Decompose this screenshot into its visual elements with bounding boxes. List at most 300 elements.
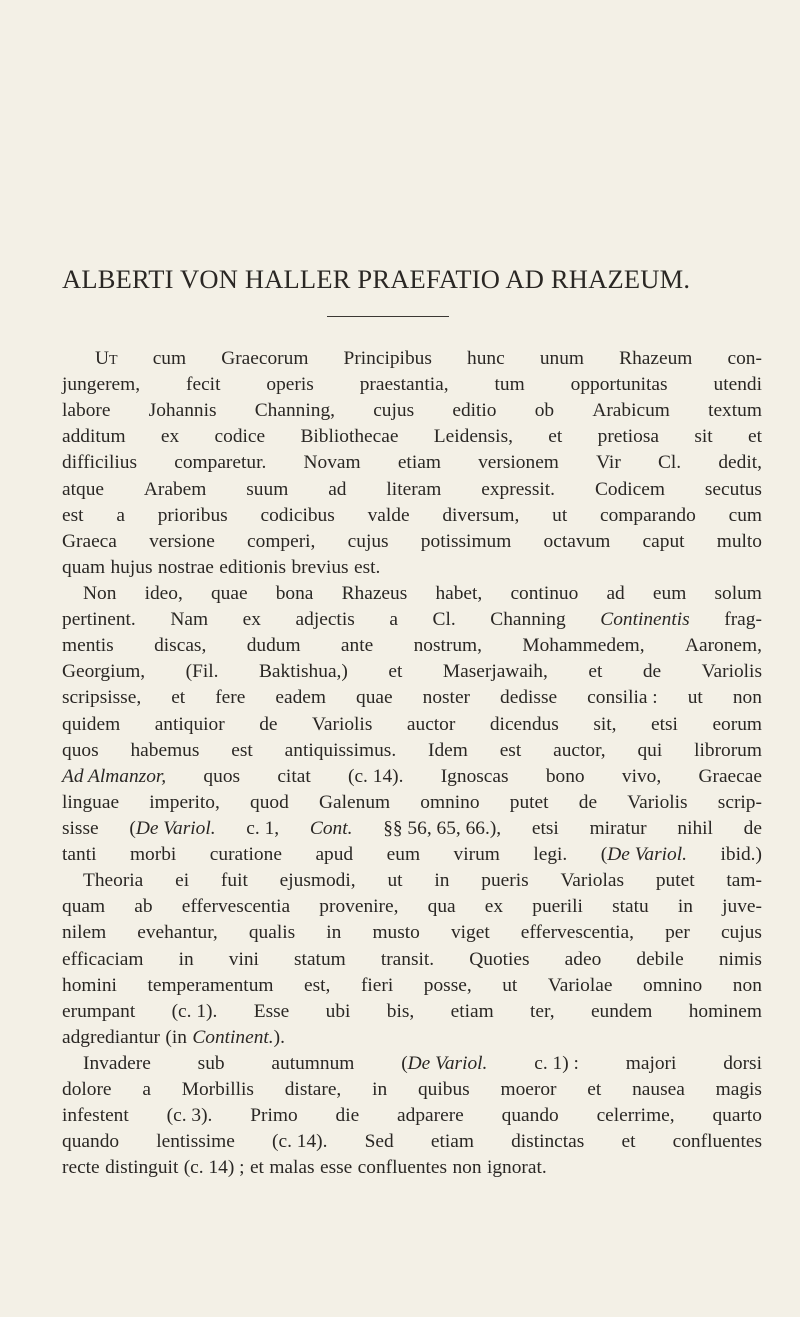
text-word: valde	[367, 504, 410, 526]
text-word: nostrum,	[413, 635, 482, 657]
text-word: dudum	[246, 635, 301, 657]
text-word: in	[178, 948, 194, 970]
text-word: noster	[422, 687, 471, 709]
text-word: quam	[62, 896, 106, 918]
text-word: est,	[304, 974, 331, 996]
text-word: brevius	[291, 556, 349, 578]
text-word: ignorat.	[486, 1157, 547, 1179]
text-word: a	[389, 609, 398, 631]
text-word: difficilius	[62, 452, 138, 474]
text-line	[62, 999, 762, 1025]
text-word: posse,	[423, 974, 472, 996]
text-line	[62, 816, 762, 842]
text-word: temperamentum	[147, 974, 274, 996]
text-line	[62, 1103, 762, 1129]
text-line	[62, 1077, 762, 1103]
text-word: codicibus	[260, 504, 335, 526]
text-word: Bibliothecae	[300, 426, 399, 448]
text-word: Leidensis,	[433, 426, 513, 448]
text-line	[62, 450, 762, 476]
text-word: Variolas	[560, 870, 624, 892]
body-text	[62, 346, 762, 1182]
text-word: viget	[450, 922, 490, 944]
text-word: (	[129, 817, 136, 839]
text-word: (c. 14).	[347, 765, 404, 787]
text-word: quos	[203, 765, 241, 787]
text-line	[62, 372, 762, 398]
text-word: sit,	[593, 713, 617, 735]
text-word: de	[642, 661, 662, 683]
text-word: Arabicum	[592, 400, 670, 422]
text-word: Variolis	[312, 713, 373, 735]
text-word: codice	[214, 426, 266, 448]
text-word: prioribus	[157, 504, 228, 526]
text-line	[62, 346, 762, 372]
text-word: opportunitas	[570, 374, 668, 396]
text-word: ut	[502, 974, 518, 996]
text-word: (c. 1).	[171, 1000, 218, 1022]
text-word: imperito,	[149, 791, 220, 813]
text-word: quam	[62, 556, 106, 578]
text-word: malas	[269, 1157, 315, 1179]
text-word: atque	[62, 478, 104, 500]
text-word: c. 1,	[246, 817, 280, 839]
text-word: Primo	[250, 1105, 298, 1127]
text-word: expressit.	[481, 478, 556, 500]
text-word: quarto	[712, 1105, 762, 1127]
text-word: tum	[494, 374, 525, 396]
text-word: ubi	[325, 1000, 351, 1022]
text-word: distinguit	[105, 1157, 179, 1179]
text-word: nilem	[62, 922, 107, 944]
text-word: Quoties	[469, 948, 530, 970]
text-word: additum	[62, 426, 126, 448]
text-word: Codicem	[594, 478, 665, 500]
text-word: fere	[215, 687, 246, 709]
title-divider	[327, 316, 449, 317]
text-word: et	[621, 1131, 636, 1153]
text-line	[62, 712, 762, 738]
text-word: etsi	[651, 713, 678, 735]
text-word: efficaciam	[62, 948, 144, 970]
text-word: cum	[152, 348, 187, 369]
text-word: citat	[277, 765, 311, 787]
text-word: sub	[197, 1052, 225, 1074]
text-word: operis	[266, 374, 314, 396]
text-word: et	[249, 1157, 264, 1179]
text-word: frag-	[724, 609, 762, 631]
text-word: octavum	[543, 530, 611, 552]
text-word: qualis	[248, 922, 296, 944]
text-word: de	[578, 791, 598, 813]
text-word: ter,	[530, 1000, 555, 1022]
text-word: debile	[636, 948, 684, 970]
text-word: ).	[273, 1026, 285, 1048]
text-word: ut	[687, 687, 703, 709]
text-line	[62, 1129, 762, 1155]
text-word: versione	[149, 530, 215, 552]
text-word: antiquissimus.	[284, 739, 397, 761]
text-word: Sed	[364, 1131, 394, 1153]
text-word: Cont.	[309, 817, 353, 839]
text-word: literam	[386, 478, 442, 500]
text-word: die	[335, 1105, 360, 1127]
text-word: etiam	[430, 1131, 474, 1153]
text-word: Variolae	[547, 974, 613, 996]
text-word: fecit	[186, 374, 221, 396]
text-word: (c. 3).	[166, 1105, 213, 1127]
text-word: §§ 56, 65, 66.),	[383, 817, 502, 839]
text-word: Variolis	[701, 661, 762, 683]
text-word: putet	[509, 791, 549, 813]
text-word: pertinent.	[62, 609, 136, 631]
text-line	[62, 738, 762, 764]
text-word: Graeca	[62, 530, 117, 552]
text-word: bono	[545, 765, 585, 787]
text-word: Rhazeus	[341, 582, 408, 604]
text-word: Rhazeum	[619, 348, 693, 369]
text-line	[62, 607, 762, 633]
text-word: adparere	[397, 1105, 464, 1127]
text-word: Continentis	[600, 609, 690, 631]
text-word: non	[732, 974, 762, 996]
text-word: moeror	[500, 1079, 557, 1101]
text-word: provenire,	[319, 896, 399, 918]
text-word: adeo	[564, 948, 602, 970]
text-line	[62, 1155, 762, 1181]
text-word: et	[171, 687, 186, 709]
text-word: Graecorum	[221, 348, 309, 369]
text-word: quae	[210, 582, 248, 604]
text-word: de	[743, 817, 762, 839]
text-word: dorsi	[723, 1052, 762, 1074]
text-word: est.	[353, 556, 381, 578]
text-word: eum	[652, 582, 687, 604]
text-word: textum	[708, 400, 762, 422]
text-word: quando	[62, 1131, 120, 1153]
text-word: majori	[625, 1052, 677, 1074]
text-word: Continent.	[192, 1026, 274, 1048]
text-word: dolore	[62, 1079, 112, 1101]
text-line	[62, 868, 762, 894]
text-word: distare,	[284, 1079, 342, 1101]
text-word: De Variol.	[607, 844, 687, 866]
text-word: tanti	[62, 844, 97, 866]
text-word: Mohammedem,	[522, 635, 645, 657]
text-word: musto	[372, 922, 420, 944]
text-word: est	[231, 739, 253, 761]
text-line	[62, 503, 762, 529]
text-word: auctor,	[553, 739, 606, 761]
text-word: (	[600, 844, 608, 866]
text-line	[62, 947, 762, 973]
text-word: ob	[534, 400, 555, 422]
text-word: bis,	[386, 1000, 415, 1022]
text-word: ut	[552, 504, 568, 526]
text-word: antiquior	[154, 713, 225, 735]
text-line	[62, 685, 762, 711]
text-word: ab	[134, 896, 153, 918]
text-word: quae	[356, 687, 393, 709]
text-line	[62, 633, 762, 659]
text-word: praestantia,	[359, 374, 449, 396]
text-word: hominem	[688, 1000, 762, 1022]
text-line	[62, 973, 762, 999]
text-word: solum	[714, 582, 762, 604]
text-word: Novam	[303, 452, 361, 474]
text-word: omnino	[643, 974, 703, 996]
text-word: effervescentia	[181, 896, 291, 918]
text-word: Johannis	[148, 400, 217, 422]
text-word: tam-	[726, 870, 762, 892]
text-word: quibus	[417, 1079, 470, 1101]
text-word: Baktishua,)	[259, 661, 348, 683]
text-word: (c. 14) ;	[183, 1157, 245, 1179]
text-word: in	[434, 870, 450, 892]
text-word: adgrediantur	[62, 1026, 160, 1048]
text-word: Nam	[170, 609, 209, 631]
text-line	[62, 764, 762, 790]
text-line	[62, 398, 762, 424]
text-word: con-	[727, 348, 762, 369]
text-word: evehantur,	[137, 922, 218, 944]
text-line	[62, 555, 762, 581]
text-word: dedisse	[500, 687, 558, 709]
text-word: Arabem	[143, 478, 207, 500]
text-word: nausea	[632, 1079, 685, 1101]
text-word: comperi,	[247, 530, 316, 552]
text-word: et	[548, 426, 563, 448]
text-line	[62, 581, 762, 607]
text-word: (Fil.	[185, 661, 219, 683]
text-word: potissimum	[420, 530, 512, 552]
text-word: editio	[452, 400, 497, 422]
text-word: versionem	[478, 452, 559, 474]
text-word: Theoria	[83, 870, 144, 892]
text-word: caput	[642, 530, 685, 552]
text-word: (c. 14).	[272, 1131, 328, 1153]
text-word: omnino	[420, 791, 480, 813]
text-word: Ad Almanzor,	[62, 765, 167, 787]
text-word: Maserjawaih,	[442, 661, 548, 683]
text-word: juve-	[722, 896, 762, 918]
text-word: autumnum	[271, 1052, 355, 1074]
text-word: in	[326, 922, 342, 944]
text-word: ante	[340, 635, 374, 657]
text-word: quos	[62, 739, 99, 761]
text-word: morbi	[129, 844, 177, 866]
text-word: per	[665, 922, 690, 944]
text-line	[62, 1025, 762, 1051]
text-word: Variolis	[627, 791, 688, 813]
text-word: habet,	[435, 582, 483, 604]
text-word: Non	[83, 582, 117, 604]
text-word: magis	[715, 1079, 762, 1101]
text-word: puerili	[532, 896, 583, 918]
text-word: cujus	[347, 530, 389, 552]
text-word: effervescentia,	[520, 922, 635, 944]
text-word: (	[401, 1052, 408, 1074]
text-line	[62, 477, 762, 503]
text-word: editionis	[219, 556, 287, 578]
text-word: Cl.	[657, 452, 682, 474]
text-word: dedit,	[718, 452, 762, 474]
text-word: erumpant	[62, 1000, 136, 1022]
text-word: etsi	[531, 817, 559, 839]
text-word: cujus	[720, 922, 762, 944]
text-word: Channing	[490, 609, 566, 631]
text-word: ibid.)	[720, 844, 762, 866]
text-word: apud	[315, 844, 354, 866]
text-word: hunc	[467, 348, 505, 369]
text-word: eundem	[590, 1000, 653, 1022]
text-word: cum	[728, 504, 762, 526]
text-word: ei	[175, 870, 190, 892]
text-line	[62, 529, 762, 555]
text-word: nostrae	[157, 556, 214, 578]
text-word: in	[677, 896, 693, 918]
text-word: virum	[453, 844, 500, 866]
text-line	[62, 894, 762, 920]
text-word: c. 1) :	[534, 1052, 579, 1074]
text-word: et	[587, 1079, 602, 1101]
text-word: fieri	[360, 974, 394, 996]
text-word: Morbillis	[181, 1079, 254, 1101]
text-word: bona	[275, 582, 314, 604]
text-word: non	[452, 1157, 482, 1179]
text-word: quod	[250, 791, 289, 813]
text-word: ad	[328, 478, 347, 500]
text-word: De Variol.	[135, 817, 216, 839]
text-line	[62, 659, 762, 685]
text-word: diversum,	[442, 504, 520, 526]
text-word: nihil	[677, 817, 713, 839]
text-word: ut	[387, 870, 403, 892]
text-word: et	[748, 426, 762, 448]
text-word: quando	[501, 1105, 559, 1127]
text-word: Ut	[95, 348, 118, 369]
text-word: comparetur.	[174, 452, 267, 474]
text-word: eum	[386, 844, 421, 866]
text-word: multo	[716, 530, 762, 552]
text-word: qui	[637, 739, 663, 761]
text-word: Cl.	[432, 609, 456, 631]
text-word: ejusmodi,	[279, 870, 356, 892]
text-word: recte	[62, 1157, 100, 1179]
text-word: transit.	[380, 948, 435, 970]
text-word: de	[259, 713, 278, 735]
text-word: statu	[612, 896, 649, 918]
text-word: librorum	[694, 739, 762, 761]
text-word: continuo	[510, 582, 579, 604]
text-word: et	[388, 661, 403, 683]
text-word: Graecae	[698, 765, 762, 787]
text-word: labore	[62, 400, 111, 422]
text-word: distinctas	[511, 1131, 585, 1153]
text-word: ad	[606, 582, 625, 604]
text-word: Vir	[596, 452, 621, 474]
text-word: confluentes	[672, 1131, 762, 1153]
text-word: utendi	[713, 374, 762, 396]
text-word: scripsisse,	[62, 687, 142, 709]
text-word: ex	[242, 609, 261, 631]
text-word: etiam	[450, 1000, 494, 1022]
text-word: Galenum	[319, 791, 391, 813]
text-word: consilia :	[587, 687, 658, 709]
text-word: Channing,	[254, 400, 335, 422]
text-word: unum	[539, 348, 585, 369]
text-word: discas,	[154, 635, 207, 657]
text-word: Ignoscas	[440, 765, 509, 787]
text-line	[62, 920, 762, 946]
text-word: sit	[694, 426, 713, 448]
text-word: mentis	[62, 635, 114, 657]
text-word: cujus	[373, 400, 415, 422]
text-word: lentissime	[156, 1131, 235, 1153]
text-line	[62, 424, 762, 450]
text-word: a	[142, 1079, 151, 1101]
text-word: in	[372, 1079, 388, 1101]
page-title: ALBERTI VON HALLER PRAEFATIO AD RHAZEUM.	[62, 264, 691, 294]
text-line	[62, 790, 762, 816]
text-word: secutus	[704, 478, 762, 500]
text-word: linguae	[62, 791, 120, 813]
text-word: De Variol.	[407, 1052, 488, 1074]
text-word: auctor	[406, 713, 456, 735]
text-word: Invadere	[83, 1052, 151, 1074]
text-word: statum	[294, 948, 346, 970]
text-word: et	[588, 661, 603, 683]
text-word: miratur	[589, 817, 647, 839]
text-word: scrip-	[717, 791, 762, 813]
text-line	[62, 842, 762, 868]
text-word: legi.	[533, 844, 568, 866]
text-word: Principibus	[343, 348, 432, 369]
text-word: putet	[655, 870, 695, 892]
text-word: quidem	[62, 713, 121, 735]
text-word: est	[499, 739, 522, 761]
text-word: ideo,	[144, 582, 183, 604]
text-word: habemus	[130, 739, 200, 761]
text-word: non	[732, 687, 762, 709]
text-word: (in	[165, 1026, 187, 1048]
text-word: comparando	[599, 504, 696, 526]
text-word: a	[116, 504, 125, 526]
text-word: celerrime,	[596, 1105, 675, 1127]
text-word: hujus	[110, 556, 153, 578]
text-word: infestent	[62, 1105, 129, 1127]
text-word: sisse	[62, 817, 99, 839]
text-word: esse	[319, 1157, 353, 1179]
text-word: Idem	[428, 739, 468, 761]
text-word: curatione	[209, 844, 282, 866]
text-word: confluentes	[357, 1157, 448, 1179]
text-word: vini	[228, 948, 259, 970]
text-word: dicendus	[489, 713, 559, 735]
text-word: homini	[62, 974, 117, 996]
text-word: est	[62, 504, 84, 526]
text-word: jungerem,	[62, 374, 141, 396]
text-word: ex	[484, 896, 504, 918]
text-line	[62, 1051, 762, 1077]
text-word: pretiosa	[597, 426, 660, 448]
text-word: Esse	[253, 1000, 290, 1022]
text-word: etiam	[397, 452, 441, 474]
text-word: fuit	[220, 870, 248, 892]
text-word: nimis	[718, 948, 762, 970]
text-word: eorum	[712, 713, 762, 735]
text-word: vivo,	[621, 765, 662, 787]
